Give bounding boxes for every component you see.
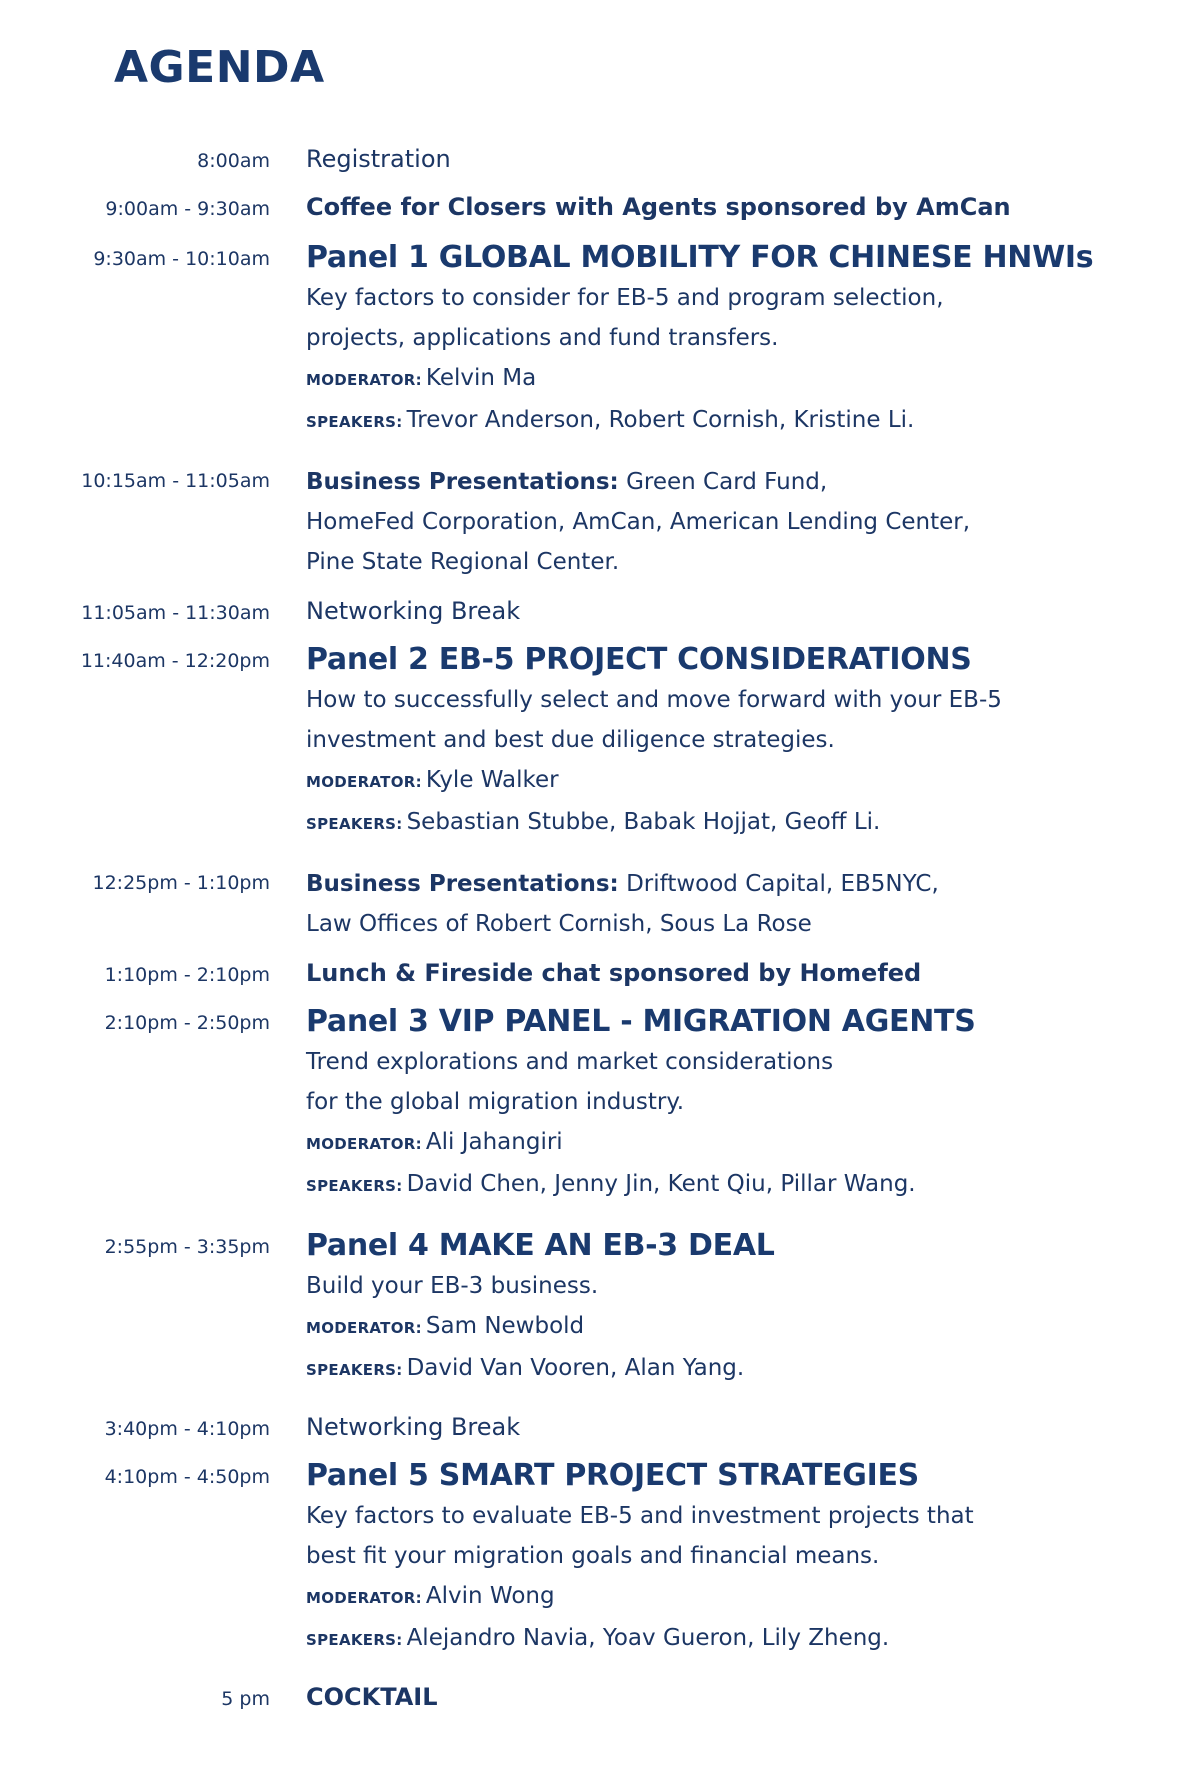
speakers-line <box>306 400 1126 442</box>
presentations-companies: Green Card Fund, <box>626 469 828 495</box>
panel-title: Panel 5 SMART PROJECT STRATEGIES <box>306 1458 919 1493</box>
time-label: 4:10pm - 4:50pm <box>104 1466 270 1488</box>
panel-description-line: How to successfully select and move forward with your EB-5 <box>306 687 1002 713</box>
speakers-label: SPEAKERS: <box>306 815 403 833</box>
agenda-item-panel-1 <box>0 238 1200 442</box>
presentations-line: Law Offices of Robert Cornish, Sous La Rose <box>306 911 812 937</box>
panel-description-line: projects, applications and fund transfers. <box>306 325 779 351</box>
item-text: Registration <box>306 145 451 173</box>
time-label: 2:10pm - 2:50pm <box>104 1012 270 1034</box>
speakers-names: David Van Vooren, Alan Yang. <box>406 1355 745 1381</box>
agenda-item-panel-4 <box>0 1226 1200 1390</box>
presentations-line <box>306 864 1126 904</box>
panel-description-line: investment and best due diligence strategies. <box>306 727 835 753</box>
speakers-label: SPEAKERS: <box>306 1631 403 1649</box>
moderator-name: Alvin Wong <box>425 1583 555 1609</box>
moderator-line <box>306 760 1126 802</box>
panel-title: Panel 2 EB-5 PROJECT CONSIDERATIONS <box>306 642 972 677</box>
moderator-line <box>306 1576 1126 1618</box>
agenda-item-networking-break-1 <box>0 594 1200 628</box>
moderator-name: Ali Jahangiri <box>425 1129 563 1155</box>
panel-title: Panel 3 VIP PANEL - MIGRATION AGENTS <box>306 1004 976 1039</box>
agenda-item-lunch <box>0 956 1200 990</box>
panel-title: Panel 4 MAKE AN EB-3 DEAL <box>306 1228 775 1263</box>
item-text: COCKTAIL <box>306 1683 438 1711</box>
speakers-line <box>306 802 1126 844</box>
panel-description-line: Build your EB-3 business. <box>306 1273 599 1299</box>
agenda-item-panel-5 <box>0 1456 1200 1660</box>
speakers-label: SPEAKERS: <box>306 413 403 431</box>
agenda-list <box>0 142 1200 1734</box>
moderator-label: MODERATOR: <box>306 371 422 389</box>
presentations-line: HomeFed Corporation, AmCan, American Lending Center, <box>306 509 971 535</box>
agenda-item-presentations-2 <box>0 864 1200 944</box>
time-label: 5 pm <box>221 1688 270 1710</box>
panel-title: Panel 1 GLOBAL MOBILITY FOR CHINESE HNWIs <box>306 240 1094 275</box>
moderator-name: Kyle Walker <box>425 767 559 793</box>
speakers-names: Sebastian Stubbe, Babak Hojjat, Geoff Li. <box>406 809 881 835</box>
presentations-label: Business Presentations: <box>306 469 619 495</box>
time-label: 9:00am - 9:30am <box>105 198 270 220</box>
speakers-names: Trevor Anderson, Robert Cornish, Kristine Li. <box>406 407 915 433</box>
speakers-label: SPEAKERS: <box>306 1361 403 1379</box>
moderator-label: MODERATOR: <box>306 1589 422 1607</box>
page-title: AGENDA <box>114 42 325 93</box>
time-label: 3:40pm - 4:10pm <box>104 1418 270 1440</box>
speakers-names: David Chen, Jenny Jin, Kent Qiu, Pillar Wang. <box>406 1171 916 1197</box>
time-label: 12:25pm - 1:10pm <box>92 872 270 894</box>
panel-description-line: best fit your migration goals and financial means. <box>306 1543 880 1569</box>
time-label: 11:05am - 11:30am <box>81 602 270 624</box>
agenda-item-panel-2 <box>0 640 1200 844</box>
presentations-line <box>306 462 1126 502</box>
panel-description-line: Key factors to consider for EB-5 and program selection, <box>306 285 944 311</box>
time-label: 11:40am - 12:20pm <box>80 650 270 672</box>
panel-description-line: Key factors to evaluate EB-5 and investment projects that <box>306 1503 974 1529</box>
moderator-line <box>306 1122 1126 1164</box>
item-text: Networking Break <box>306 1413 521 1441</box>
speakers-line <box>306 1618 1126 1660</box>
moderator-line <box>306 358 1126 400</box>
speakers-line <box>306 1164 1126 1206</box>
item-text: Coffee for Closers with Agents sponsored by AmCan <box>306 193 1011 221</box>
agenda-item-panel-3 <box>0 1002 1200 1206</box>
agenda-item-presentations-1 <box>0 462 1200 582</box>
item-text: Lunch & Fireside chat sponsored by Homefed <box>306 959 922 987</box>
speakers-label: SPEAKERS: <box>306 1177 403 1195</box>
moderator-label: MODERATOR: <box>306 773 422 791</box>
time-label: 9:30am - 10:10am <box>93 248 270 270</box>
panel-description-line: for the global migration industry. <box>306 1089 685 1115</box>
moderator-label: MODERATOR: <box>306 1135 422 1153</box>
presentations-label: Business Presentations: <box>306 871 619 897</box>
moderator-label: MODERATOR: <box>306 1319 422 1337</box>
time-label: 2:55pm - 3:35pm <box>104 1236 270 1258</box>
moderator-line <box>306 1306 1126 1348</box>
time-label: 1:10pm - 2:10pm <box>104 964 270 986</box>
panel-description-line: Trend explorations and market considerations <box>306 1049 834 1075</box>
item-text: Networking Break <box>306 597 521 625</box>
agenda-item-registration <box>0 142 1200 176</box>
agenda-item-networking-break-2 <box>0 1410 1200 1444</box>
agenda-item-cocktail <box>0 1680 1200 1714</box>
time-label: 8:00am <box>197 150 270 172</box>
agenda-item-coffee <box>0 190 1200 224</box>
moderator-name: Kelvin Ma <box>425 365 537 391</box>
speakers-names: Alejandro Navia, Yoav Gueron, Lily Zheng. <box>406 1625 890 1651</box>
moderator-name: Sam Newbold <box>425 1313 585 1339</box>
presentations-companies: Driftwood Capital, EB5NYC, <box>626 871 939 897</box>
presentations-line: Pine State Regional Center. <box>306 549 620 575</box>
time-label: 10:15am - 11:05am <box>81 470 270 492</box>
speakers-line <box>306 1348 1126 1390</box>
